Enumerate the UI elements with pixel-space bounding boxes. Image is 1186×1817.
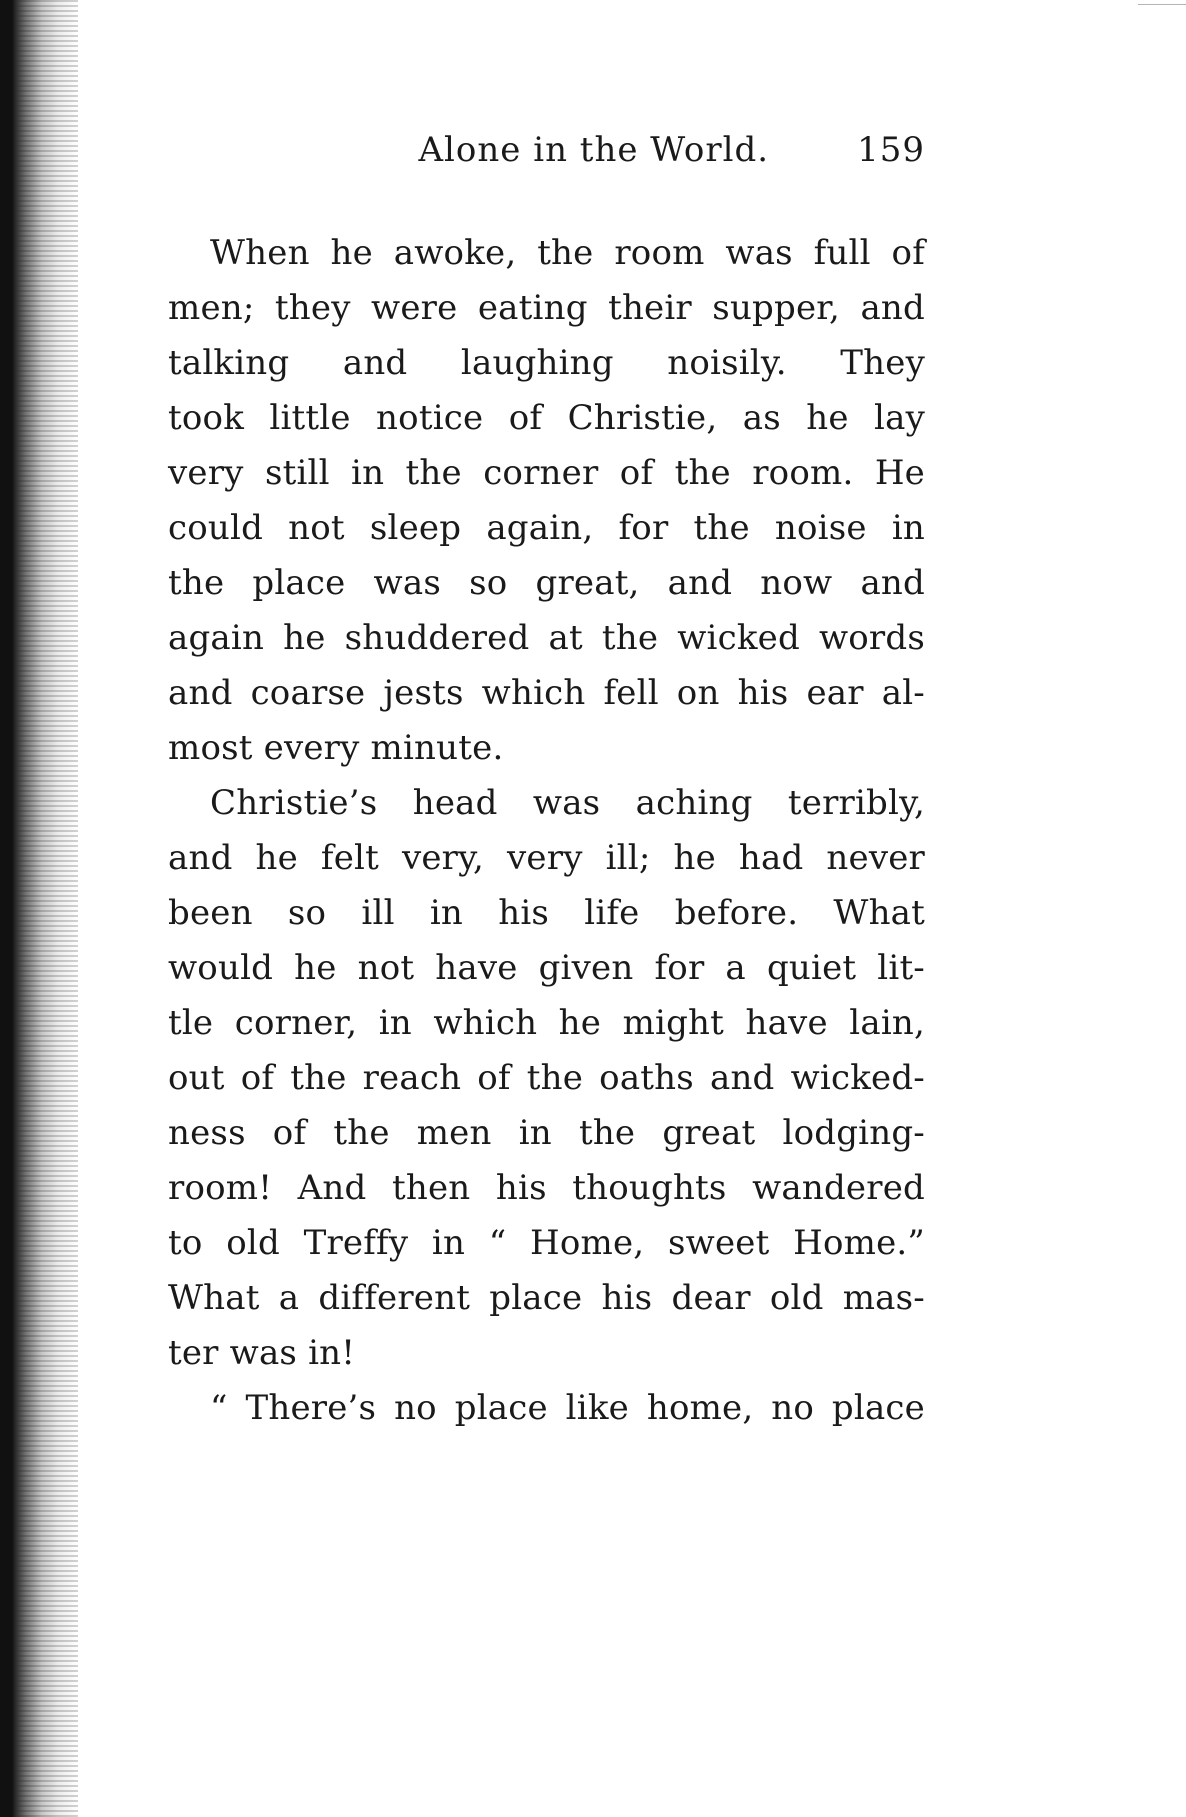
text-line: took little notice of Christie, as he lay [168, 398, 925, 438]
text-line: men; they were eating their supper, and [168, 288, 925, 328]
text-line: ter was in! [168, 1333, 356, 1373]
text-line: tle corner, in which he might have lain, [168, 1003, 925, 1043]
running-header [168, 130, 925, 192]
text-line: to old Treffy in “ Home, sweet Home.” [168, 1223, 925, 1263]
text-line: would he not have given for a quiet lit- [168, 948, 925, 988]
text-line: Christie’s head was aching terribly, [210, 783, 925, 823]
page-number: 159 [857, 130, 925, 170]
body-text [168, 226, 925, 1436]
text-line: very still in the corner of the room. He [168, 453, 925, 493]
text-line: most every minute. [168, 728, 504, 768]
text-line: and coarse jests which fell on his ear al- [168, 673, 925, 713]
book-spine-shadow [0, 0, 78, 1817]
book-page [168, 130, 925, 1436]
scan-edge-rule [1138, 4, 1186, 5]
text-line: the place was so great, and now and [168, 563, 925, 603]
text-line: What a different place his dear old mas- [168, 1278, 925, 1318]
running-title: Alone in the World. [418, 130, 770, 170]
text-line: could not sleep again, for the noise in [168, 508, 925, 548]
text-line: “ There’s no place like home, no place [210, 1388, 925, 1428]
text-line: out of the reach of the oaths and wicked- [168, 1058, 925, 1098]
text-line: talking and laughing noisily. They [168, 343, 925, 383]
text-line: When he awoke, the room was full of [210, 233, 925, 273]
text-line: room! And then his thoughts wandered [168, 1168, 925, 1208]
text-line: been so ill in his life before. What [168, 893, 925, 933]
text-line: again he shuddered at the wicked words [168, 618, 925, 658]
text-line: ness of the men in the great lodging- [168, 1113, 925, 1153]
text-line: and he felt very, very ill; he had never [168, 838, 925, 878]
